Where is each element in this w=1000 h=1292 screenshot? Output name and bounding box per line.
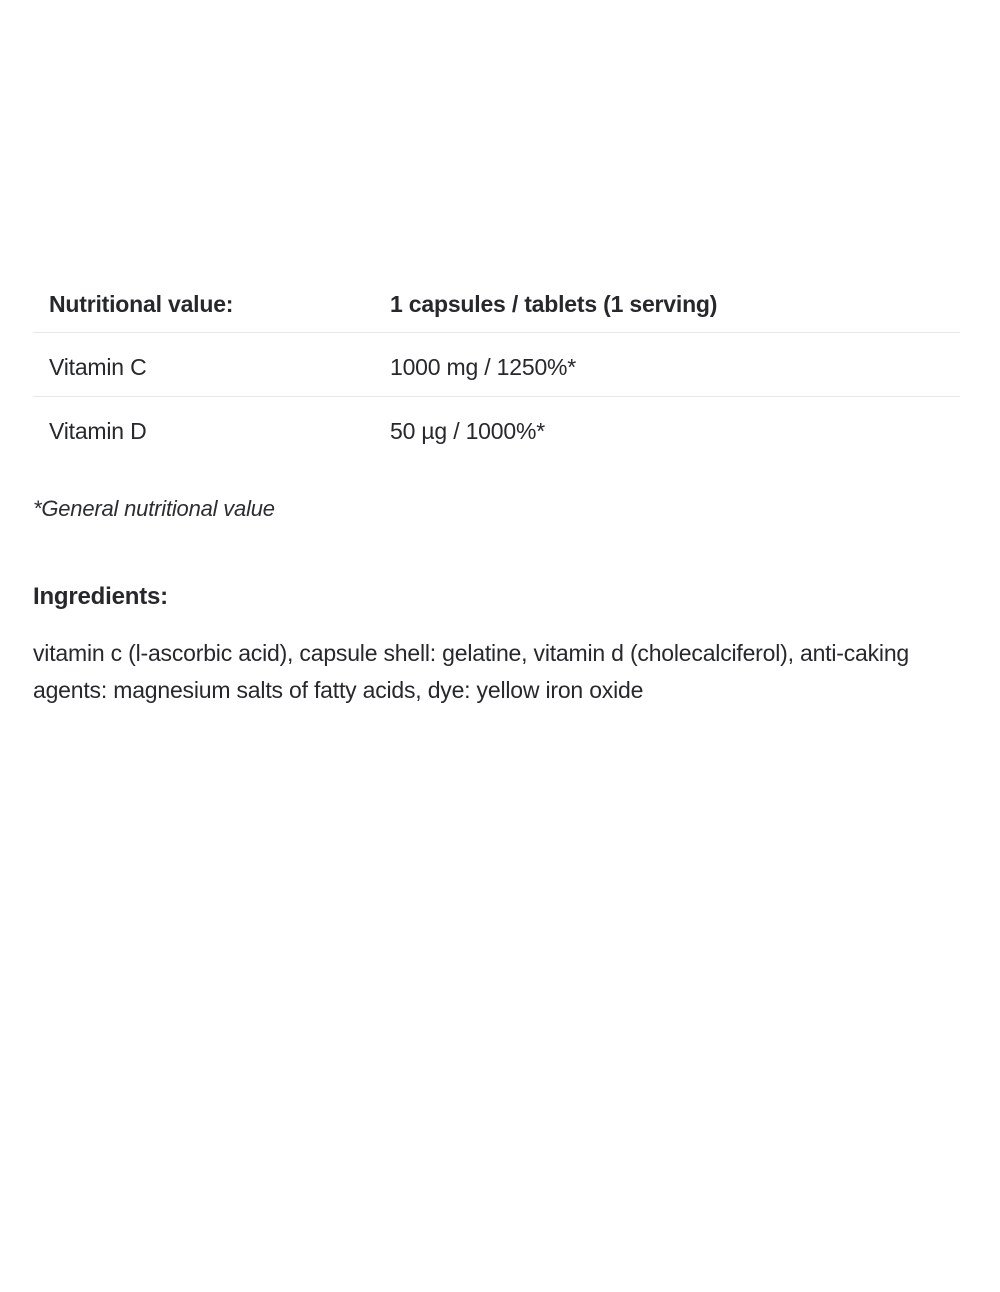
- table-row-vitamin-d: [33, 397, 960, 443]
- table-row-vitamin-c: [33, 333, 960, 397]
- nutrient-name: Vitamin C: [49, 354, 147, 380]
- general-nutritional-value-footnote: *General nutritional value: [33, 496, 275, 521]
- nutrition-table: [33, 292, 960, 443]
- nutrition-table-header-serving: 1 capsules / tablets (1 serving): [390, 291, 718, 317]
- nutrient-amount: 1000 mg / 1250%*: [390, 354, 577, 380]
- nutrient-amount: 50 µg / 1000%*: [390, 418, 545, 444]
- nutrient-name: Vitamin D: [49, 418, 147, 444]
- ingredients-heading: Ingredients:: [33, 583, 168, 610]
- nutrition-table-header-row: [33, 292, 960, 333]
- nutrition-table-header-label: Nutritional value:: [49, 291, 234, 317]
- ingredients-text: vitamin c (l-ascorbic acid), capsule shell: gelatine, vitamin d (cholecalciferol), anti-caking agents: magnesium salts of fatty acids, dye: yellow iron oxide: [33, 640, 910, 703]
